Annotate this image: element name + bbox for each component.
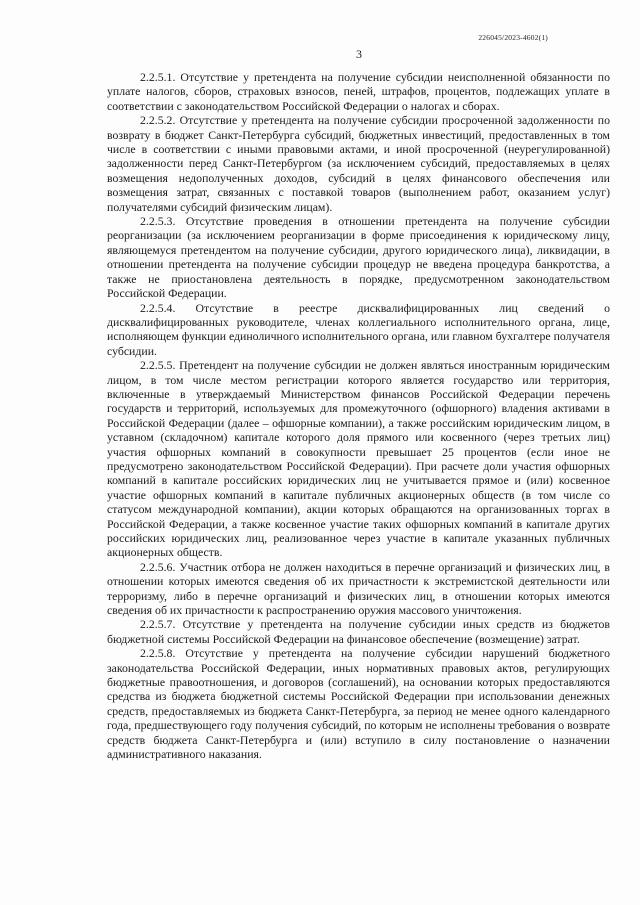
paragraph-2-2-5-7: 2.2.5.7. Отсутствие у претендента на получение субсидии иных средств из бюджетов бюджетной системы Российской Федерации на финансовое обеспечение (возмещение) затрат.	[107, 617, 610, 646]
paragraph-2-2-5-2: 2.2.5.2. Отсутствие у претендента на получение субсидии просроченной задолженности по возврату в бюджет Санкт-Петербурга субсидий, бюджетных инвестиций, предоставленных в том числе в соответствии с иными правовыми актами, и иной просроченной (неурегулированной) задолженности перед Санкт-Петербургом (за исключением субсидий, предоставляемых в целях возмещения недополученных доходов, субсидий в целях финансового обеспечения или возмещения затрат, связанных с поставкой товаров (выполнением работ, оказанием услуг) получателями субсидий физическим лицам).	[107, 113, 610, 214]
document-body	[107, 70, 610, 762]
paragraph-2-2-5-1: 2.2.5.1. Отсутствие у претендента на получение субсидии неисполненной обязанности по уплате налогов, сборов, страховых взносов, пеней, штрафов, процентов, подлежащих уплате в соответствии с законодательством Российской Федерации о налогах и сборах.	[107, 70, 610, 113]
page-number: 3	[356, 47, 362, 61]
document-number: 226045/2023-4602(1)	[478, 33, 548, 42]
paragraph-2-2-5-6: 2.2.5.6. Участник отбора не должен находиться в перечне организаций и физических лиц, в отношении которых имеются сведения об их причастности к экстремистской деятельности или терроризму, либо в перечне организаций и физических лиц, в отношении которых имеются сведения об их причастности к распространению оружия массового уничтожения.	[107, 559, 610, 618]
paragraph-2-2-5-4: 2.2.5.4. Отсутствие в реестре дисквалифицированных лиц сведений о дисквалифицированных руководителе, членах коллегиального исполнительного органа, лице, исполняющем функции единоличного исполнительного органа, или главном бухгалтере получателя субсидии.	[107, 300, 610, 358]
page-top-mark	[550, 0, 578, 6]
paragraph-2-2-5-8: 2.2.5.8. Отсутствие у претендента на получение субсидии нарушений бюджетного законодательства Российской Федерации, иных нормативных правовых актов, регулирующих бюджетные правоотношения, и договоров (соглашений), на основании которых предоставляются средства из бюджета бюджетной системы Российской Федерации при использовании денежных средств, предоставляемых из бюджета Санкт-Петербурга, за период не менее одного календарного года, предшествующего году получения субсидий, по которым не исполнены требования о возврате средств бюджета Санкт-Петербурга и (или) вступило в силу постановление о назначении административного наказания.	[107, 646, 610, 762]
paragraph-2-2-5-3: 2.2.5.3. Отсутствие проведения в отношении претендента на получение субсидии реорганизации (за исключением реорганизации в форме присоединения к юридическому лицу, являющемуся претендентом на получение субсидии, другого юридического лица), ликвидации, в отношении претендента на получение субсидии процедур не введена процедура банкротства, а также не приостановлена деятельность в порядке, предусмотренном законодательством Российской Федерации.	[107, 214, 610, 301]
paragraph-2-2-5-5: 2.2.5.5. Претендент на получение субсидии не должен являться иностранным юридическим лицом, в том числе местом регистрации которого является государство или территория, включенные в утверждаемый Министерством финансов Российской Федерации перечень государств и территорий, используемых для промежуточного (офшорного) владения активами в Российской Федерации (далее – офшорные компании), а также российским юридическим лицом, в уставном (складочном) капитале которого доля прямого или косвенного (через третьих лиц) участия офшорных компаний в совокупности превышает 25 процентов (если иное не предусмотрено законодательством Российской Федерации). При расчете доли участия офшорных компаний в капитале российских юридических лиц не учитывается прямое и (или) косвенное участие офшорных компаний в капитале публичных акционерных обществ (в том числе со статусом международной компании), акции которых обращаются на организованных торгах в Российской Федерации, а также косвенное участие таких офшорных компаний в капитале других российских юридических лиц, реализованное через участие в капитале указанных публичных акционерных обществ.	[107, 358, 610, 560]
